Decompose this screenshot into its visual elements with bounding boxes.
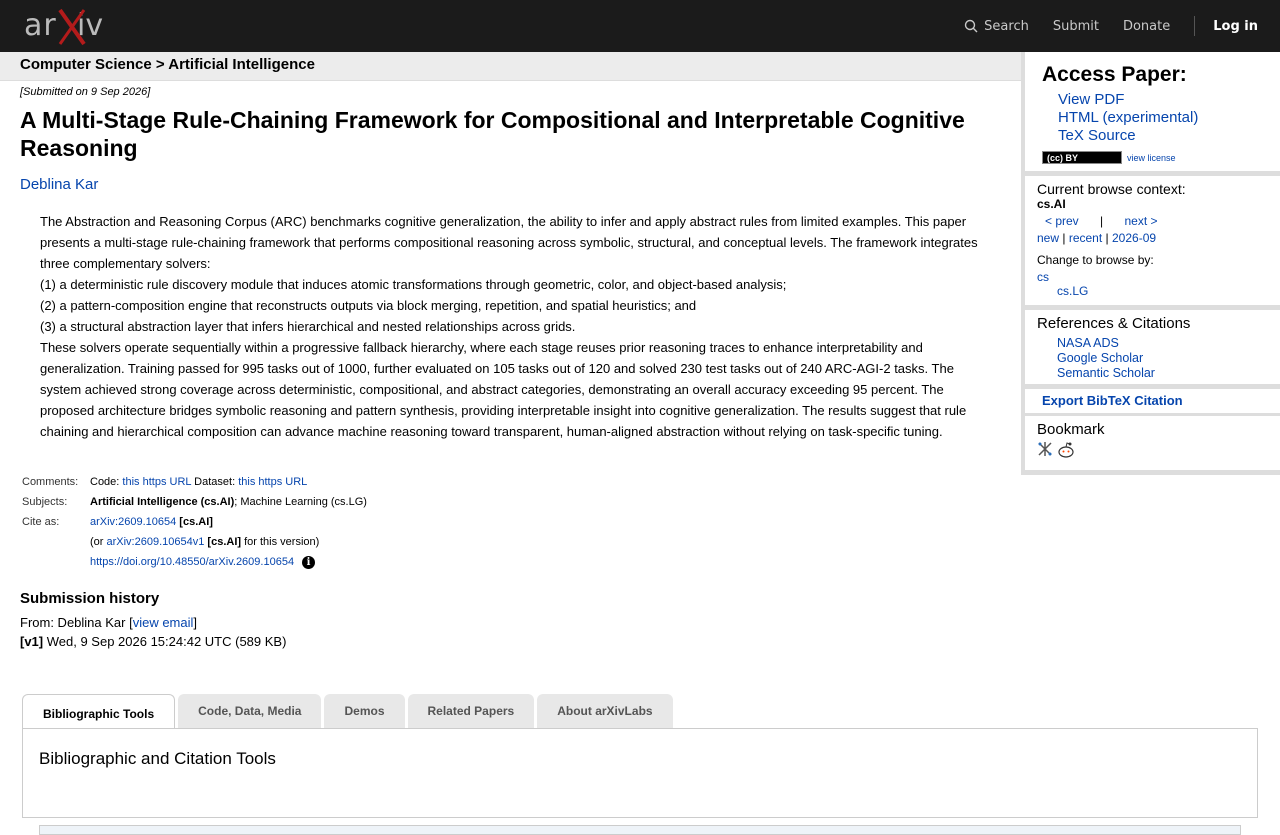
view-pdf-link[interactable]: View PDF	[1058, 91, 1125, 108]
cite-label: Cite as:	[22, 516, 60, 528]
from-suffix: ]	[193, 615, 198, 630]
cite-category: [cs.AI]	[179, 516, 213, 528]
abstract	[40, 211, 980, 442]
abstract-item-3: (3) a structural abstraction layer that infers hierarchical and nested relationships across grids.	[40, 319, 576, 334]
submission-history-heading: Submission history	[20, 590, 160, 607]
labs-tabs	[22, 694, 1258, 818]
references-links	[1025, 332, 1280, 381]
change-browse-label: Change to browse by:	[1037, 253, 1154, 267]
cite-id-link[interactable]: arXiv:2609.10654	[90, 516, 177, 528]
version-line	[20, 632, 1000, 651]
export-bibtex-link[interactable]: Export BibTeX Citation	[1042, 393, 1183, 408]
bookmark-title: Bookmark	[1037, 421, 1105, 438]
version-date: Wed, 9 Sep 2026 15:24:42 UTC (589 KB)	[43, 634, 287, 649]
abstract-paragraph: The Abstraction and Reasoning Corpus (ARC) benchmarks cognitive generalization, the ability to infer and apply abstract rules from limited examples. This paper presents a multi-stage rule-chaining framework that performs compositional reasoning across symbolic, structural, and conceptual levels. The framework integrates three complementary solvers:	[40, 214, 978, 271]
prev-next-row	[1037, 214, 1268, 228]
version-prefix: (or	[90, 536, 107, 548]
version-spacer	[20, 532, 88, 552]
prev-link[interactable]: < prev	[1045, 214, 1079, 228]
subjects-row	[20, 492, 369, 512]
search-link[interactable]	[964, 19, 1029, 34]
pipe-separator: |	[1105, 231, 1109, 245]
code-link[interactable]: this https URL	[122, 476, 192, 488]
author-name[interactable]: Deblina Kar	[20, 176, 99, 193]
browse-cs-lg-link[interactable]: cs.LG	[1057, 284, 1089, 298]
semantic-scholar-link[interactable]: Semantic Scholar	[1057, 366, 1155, 380]
version-tag: [v1]	[20, 634, 44, 649]
references-title: References & Citations	[1037, 315, 1191, 332]
bibsonomy-icon[interactable]	[1037, 441, 1053, 457]
tab-about-arxivlabs[interactable]: About arXivLabs	[537, 694, 672, 728]
doi-value	[88, 552, 369, 572]
paper-title: A Multi-Stage Rule-Chaining Framework for Compositional and Interpretable Cognitive Reasoning	[20, 107, 965, 161]
recent-link[interactable]: recent	[1068, 231, 1103, 245]
primary-subject: Artificial Intelligence (cs.AI)	[90, 496, 235, 508]
cite-row	[20, 512, 369, 532]
svg-text:iv: iv	[77, 8, 104, 43]
panel-title: Bibliographic and Citation Tools	[39, 749, 276, 768]
arxiv-logo[interactable]	[24, 6, 114, 46]
access-links	[1025, 87, 1280, 145]
submission-date: [Submitted on 9 Sep 2026]	[20, 86, 151, 98]
abstract-paragraph: These solvers operate sequentially within a progressive fallback hierarchy, where each stage reuses prior reasoning traces to enhance interpretability and generalization. Training passed for 995 tasks out of 1000, further evaluated on 105 tasks out of 120 and solved 230 test tasks out of 240 ARC-AGI-2 tasks. The system achieved strong coverage across deterministic, compositional, and abstract categories, demonstrating an overall accuracy exceeding 95 percent. The proposed architecture bridges symbolic reasoning and pattern synthesis, providing interpretable insight into cognitive generalization. The results suggest that rule chaining and hierarchical composition can advance machine reasoning toward transparent, human-aligned abstraction without relying on task-specific tuning.	[40, 340, 967, 439]
submit-link[interactable]: Submit	[1052, 18, 1099, 34]
doi-spacer	[20, 552, 88, 572]
view-email-link[interactable]: view email	[132, 615, 194, 630]
tab-bar	[22, 694, 1258, 728]
top-nav-links	[964, 0, 1280, 52]
tab-panel	[22, 728, 1258, 818]
google-scholar-link[interactable]: Google Scholar	[1057, 351, 1144, 365]
nav-divider	[1194, 16, 1195, 36]
dataset-link[interactable]: this https URL	[238, 476, 308, 488]
tools-toggle-strip[interactable]	[39, 825, 1241, 835]
version-id-link[interactable]: arXiv:2609.10654v1	[106, 536, 205, 548]
secondary-subject: ; Machine Learning (cs.LG)	[234, 496, 367, 508]
pipe-separator: |	[1062, 231, 1066, 245]
tab-related-papers[interactable]: Related Papers	[408, 694, 535, 728]
from-line	[20, 613, 1000, 632]
new-link[interactable]: new	[1037, 231, 1060, 245]
tab-bibliographic-tools[interactable]: Bibliographic Tools	[22, 694, 175, 728]
browse-cs-link[interactable]: cs	[1037, 270, 1049, 284]
version-suffix: for this version)	[241, 536, 320, 548]
export-bibtex-box	[1025, 389, 1280, 413]
login-link[interactable]: Log in	[1213, 18, 1258, 34]
references-box	[1025, 310, 1280, 384]
subjects-value	[88, 492, 369, 512]
tab-demos[interactable]: Demos	[324, 694, 404, 728]
comments-row	[20, 472, 369, 492]
cite-value	[88, 512, 369, 532]
doi-row	[20, 552, 369, 572]
bookmark-icons	[1025, 438, 1280, 459]
dataset-label: Dataset:	[194, 476, 236, 488]
comments-label: Comments:	[22, 476, 79, 488]
submission-history	[20, 613, 1000, 651]
search-label: Search	[984, 18, 1029, 34]
version-value	[88, 532, 369, 552]
from-prefix: From: Deblina Kar [	[20, 615, 133, 630]
list-links-row	[1037, 231, 1268, 245]
sidebar	[1021, 52, 1280, 475]
access-paper-box	[1025, 52, 1280, 171]
view-license-link[interactable]: view license	[1127, 152, 1176, 163]
breadcrumb[interactable]: Computer Science > Artificial Intelligence	[0, 52, 1021, 81]
svg-text:ar: ar	[24, 8, 57, 43]
version-row	[20, 532, 369, 552]
subjects-label: Subjects:	[22, 496, 68, 508]
donate-link[interactable]: Donate	[1122, 18, 1171, 34]
abstract-item-2: (2) a pattern-composition engine that reconstructs outputs via block merging, repetition, and spatial heuristics; and	[40, 298, 697, 313]
search-icon	[964, 19, 978, 33]
metadata-table	[20, 472, 369, 572]
tex-source-link[interactable]: TeX Source	[1058, 127, 1136, 144]
next-link[interactable]: next >	[1124, 214, 1158, 228]
license-row	[1042, 151, 1176, 164]
context-title: Current browse context:	[1037, 181, 1186, 197]
abstract-item-1: (1) a deterministic rule discovery module that induces atomic transformations through geometric, color, and object-based analysis;	[40, 277, 787, 292]
bookmark-box	[1025, 416, 1280, 470]
info-icon[interactable]: i	[302, 556, 315, 569]
doi-link[interactable]: https://doi.org/10.48550/arXiv.2609.10654	[90, 556, 295, 568]
paper-main	[20, 86, 1000, 651]
nasa-ads-link[interactable]: NASA ADS	[1057, 336, 1119, 350]
version-category: [cs.AI]	[207, 536, 242, 548]
prev-next-separator: |	[1100, 214, 1104, 228]
code-label: Code:	[90, 476, 120, 488]
top-navigation-bar	[0, 0, 1280, 52]
comments-value	[88, 472, 369, 492]
tab-code-data-media[interactable]: Code, Data, Media	[178, 694, 321, 728]
browse-context-box	[1025, 176, 1280, 305]
month-link[interactable]: 2026-09	[1112, 231, 1157, 245]
access-title: Access Paper:	[1042, 63, 1187, 86]
reddit-icon[interactable]	[1057, 441, 1075, 459]
context-value: cs.AI	[1037, 197, 1066, 211]
author-link[interactable]	[20, 176, 1000, 193]
html-link[interactable]: HTML (experimental)	[1058, 109, 1199, 126]
cc-by-badge-icon[interactable]: (cc) BY	[1042, 151, 1122, 164]
